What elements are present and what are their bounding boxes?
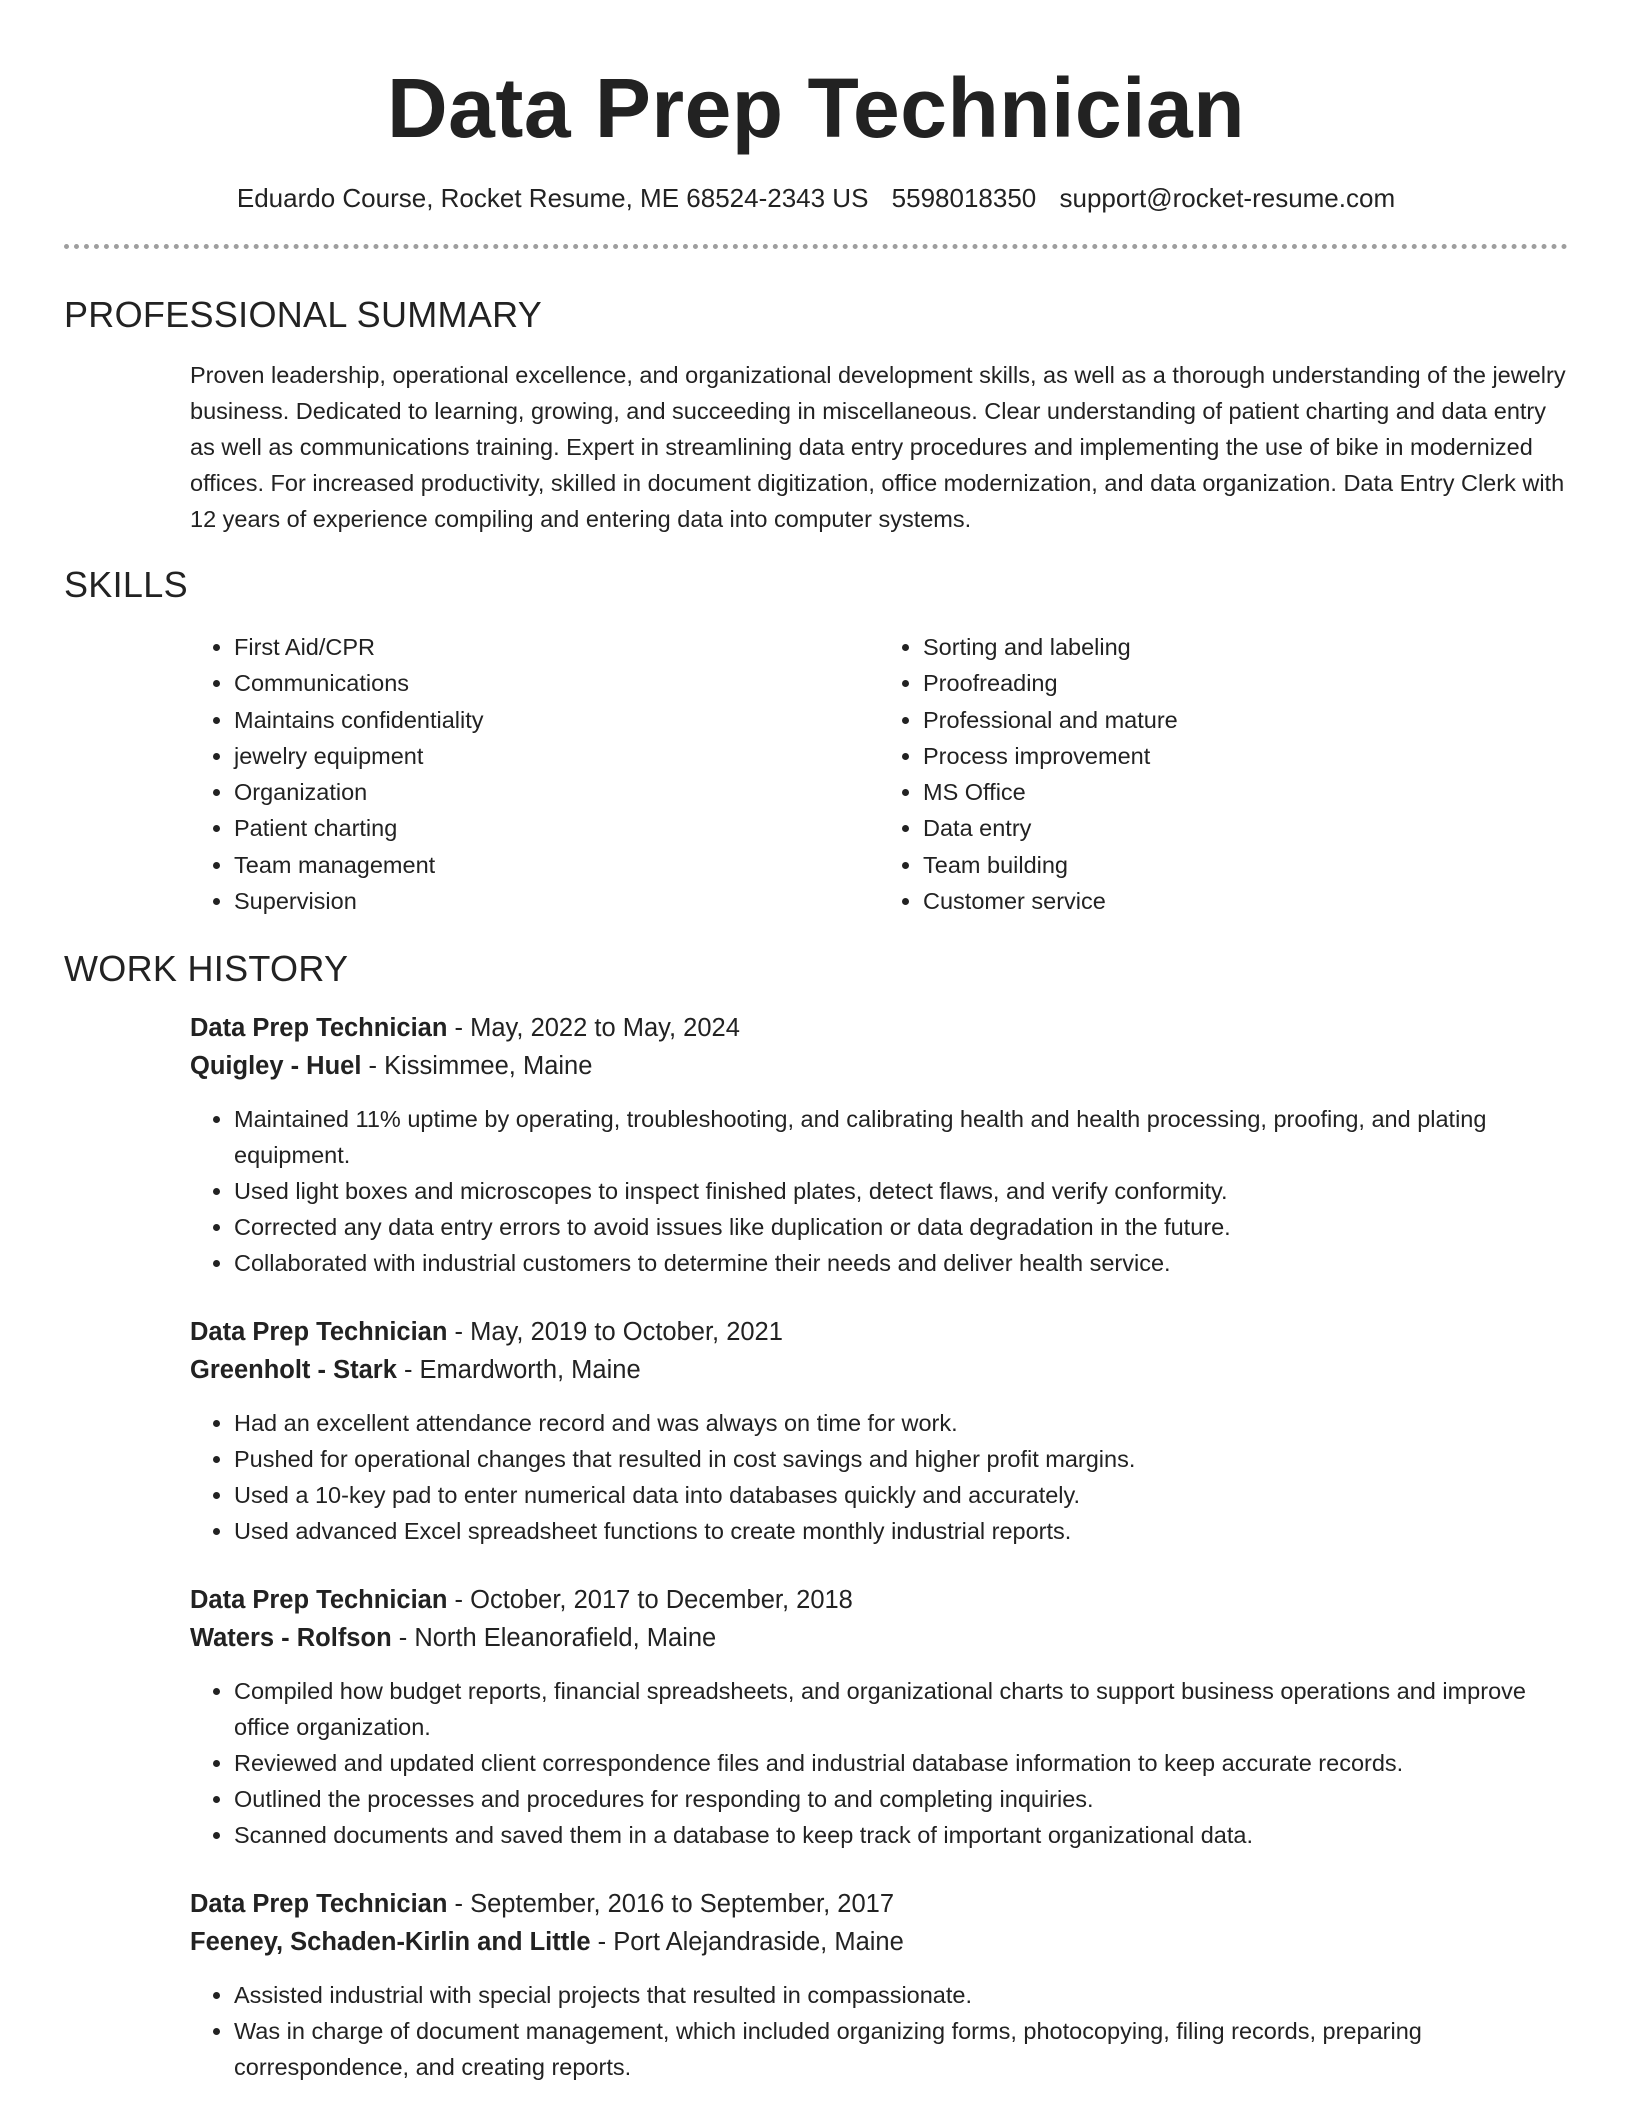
job-dates: - May, 2022 to May, 2024	[447, 1014, 740, 1043]
job-company-line	[190, 1351, 1568, 1389]
contact-line	[64, 180, 1568, 216]
skill-item: • Communications	[234, 665, 879, 701]
job-company-line	[190, 1923, 1568, 1961]
job-location: - Kissimmee, Maine	[361, 1052, 593, 1081]
skill-item: • Team management	[234, 847, 879, 883]
skill-item: • Process improvement	[923, 738, 1568, 774]
job-bullet: • Used a 10-key pad to enter numerical data into databases quickly and accurately.	[234, 1477, 1568, 1513]
job-company: Quigley - Huel	[190, 1052, 362, 1081]
skill-item: • Supervision	[234, 883, 879, 919]
job-title-line	[190, 1313, 1568, 1351]
job-bullets	[190, 1673, 1568, 1853]
skill-item: • Maintains confidentiality	[234, 702, 879, 738]
job-title-line	[190, 1581, 1568, 1619]
skill-item: • Team building	[923, 847, 1568, 883]
job-company: Greenholt - Stark	[190, 1356, 397, 1385]
summary-heading: PROFESSIONAL SUMMARY	[64, 294, 543, 335]
job-bullet: • Was in charge of document management, which included organizing forms, photocopying, filing records, preparing correspondence, and creating reports.	[234, 2013, 1568, 2085]
skill-item: • Organization	[234, 774, 879, 810]
job-bullet: • Used light boxes and microscopes to inspect finished plates, detect flaws, and verify conformity.	[234, 1173, 1568, 1209]
skill-item: • jewelry equipment	[234, 738, 879, 774]
resume-name: Data Prep Technician	[386, 61, 1246, 155]
resume-page	[64, 0, 1568, 2085]
job-title-line	[190, 1009, 1568, 1047]
skills-heading: SKILLS	[64, 564, 188, 605]
job-company-line	[190, 1619, 1568, 1657]
job-location: - North Eleanorafield, Maine	[391, 1624, 717, 1653]
contact-address: Eduardo Course, Rocket Resume, ME 68524-2343 US	[236, 183, 869, 213]
skills-column-right	[879, 629, 1568, 919]
job-bullets	[190, 1977, 1568, 2085]
job-bullet: • Outlined the processes and procedures for responding to and completing inquiries.	[234, 1781, 1568, 1817]
job-location: - Port Alejandraside, Maine	[590, 1928, 904, 1957]
job-bullet: • Had an excellent attendance record and was always on time for work.	[234, 1405, 1568, 1441]
skills-column-left	[190, 629, 879, 919]
job-bullet: • Collaborated with industrial customers to determine their needs and deliver health service.	[234, 1245, 1568, 1281]
job-title-line	[190, 1885, 1568, 1923]
job-role: Data Prep Technician	[190, 1318, 448, 1347]
job-bullet: • Reviewed and updated client correspondence files and industrial database information to keep accurate records.	[234, 1745, 1568, 1781]
job-bullet: • Assisted industrial with special projects that resulted in compassionate.	[234, 1977, 1568, 2013]
job-entry	[190, 1313, 1568, 1549]
job-company: Feeney, Schaden-Kirlin and Little	[190, 1928, 591, 1957]
summary-text: Proven leadership, operational excellence, and organizational development skills, as well as a thorough understanding of the jewelry business. Dedicated to learning, growing, and succeeding in miscellaneous. Clear understanding of patient charting and data entry as well as communications training. Expert in streamlining data entry procedures and implementing the use of bike in modernized offices. For increased productivity, skilled in document digitization, office modernization, and data organization. Data Entry Clerk with 12 years of experience compiling and entering data into computer systems.	[190, 362, 1566, 532]
header-divider	[64, 244, 1568, 249]
job-entry	[190, 1581, 1568, 1853]
skill-item: • Customer service	[923, 883, 1568, 919]
job-bullet: • Scanned documents and saved them in a database to keep track of important organizational data.	[234, 1817, 1568, 1853]
skill-item: • Data entry	[923, 810, 1568, 846]
skill-item: • MS Office	[923, 774, 1568, 810]
skill-item: • First Aid/CPR	[234, 629, 879, 665]
job-dates: - October, 2017 to December, 2018	[447, 1586, 853, 1615]
job-bullet: • Compiled how budget reports, financial spreadsheets, and organizational charts to support business operations and improve office organization.	[234, 1673, 1568, 1745]
skill-item: • Patient charting	[234, 810, 879, 846]
skills-list	[190, 629, 1568, 919]
job-company: Waters - Rolfson	[190, 1624, 392, 1653]
job-bullet: • Maintained 11% uptime by operating, troubleshooting, and calibrating health and health processing, proofing, and plating equipment.	[234, 1101, 1568, 1173]
skill-item: • Sorting and labeling	[923, 629, 1568, 665]
work-history-heading: WORK HISTORY	[64, 948, 349, 990]
job-bullets	[190, 1101, 1568, 1281]
job-dates: - September, 2016 to September, 2017	[447, 1890, 895, 1919]
job-bullet: • Pushed for operational changes that resulted in cost savings and higher profit margins.	[234, 1441, 1568, 1477]
job-dates: - May, 2019 to October, 2021	[447, 1318, 783, 1347]
contact-email: support@rocket-resume.com	[1059, 183, 1396, 213]
job-company-line	[190, 1047, 1568, 1085]
job-bullets	[190, 1405, 1568, 1549]
skill-item: • Proofreading	[923, 665, 1568, 701]
job-role: Data Prep Technician	[190, 1586, 448, 1615]
job-entry	[190, 1009, 1568, 1281]
skill-item: • Professional and mature	[923, 702, 1568, 738]
job-bullet: • Corrected any data entry errors to avoid issues like duplication or data degradation in the future.	[234, 1209, 1568, 1245]
job-bullet: • Used advanced Excel spreadsheet functions to create monthly industrial reports.	[234, 1513, 1568, 1549]
job-entry	[190, 1885, 1568, 2085]
job-role: Data Prep Technician	[190, 1890, 448, 1919]
contact-phone: 5598018350	[891, 183, 1037, 213]
job-role: Data Prep Technician	[190, 1014, 448, 1043]
job-location: - Emardworth, Maine	[396, 1356, 641, 1385]
